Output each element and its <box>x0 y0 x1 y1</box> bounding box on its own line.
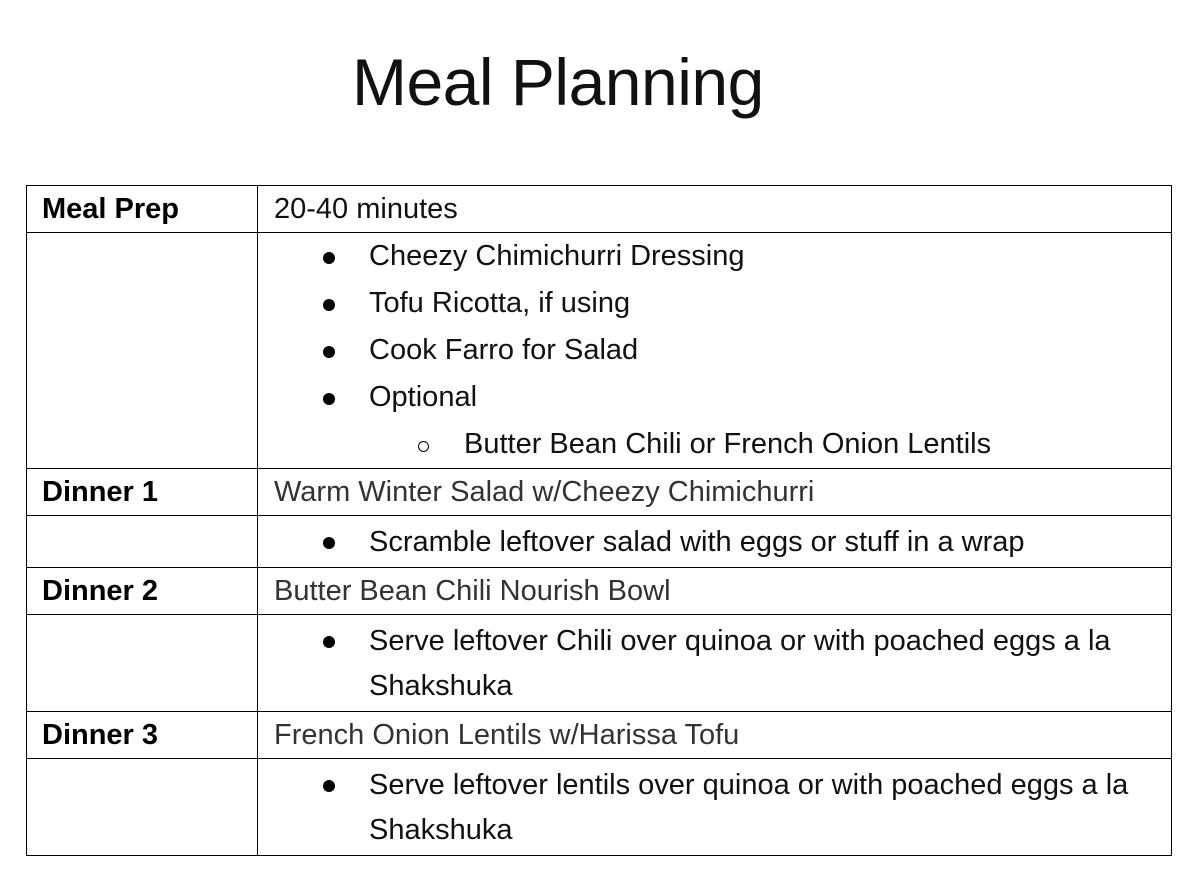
dinner-3-meal: French Onion Lentils w/Harissa Tofu <box>258 712 1172 759</box>
dinner-3-label: Dinner 3 <box>27 712 258 759</box>
dinner-1-label: Dinner 1 <box>27 469 258 516</box>
hollow-bullet-icon <box>418 441 429 452</box>
meal-prep-label: Meal Prep <box>27 186 258 233</box>
list-item-text: Optional <box>369 381 478 413</box>
dinner-2-label: Dinner 2 <box>27 568 258 615</box>
bullet-icon <box>323 636 335 648</box>
list-item-text: Cook Farro for Salad <box>369 334 639 366</box>
list-item-text: Cheezy Chimichurri Dressing <box>369 240 745 272</box>
dinner-2-meal: Butter Bean Chili Nourish Bowl <box>258 568 1172 615</box>
list-item <box>258 374 1171 421</box>
table-row-dinner-1-leftover <box>27 516 1172 568</box>
meal-prep-list <box>258 233 1171 421</box>
dinner-1-meal: Warm Winter Salad w/Cheezy Chimichurri <box>258 469 1172 516</box>
table-row-dinner-3 <box>27 712 1172 759</box>
list-item <box>258 516 1171 567</box>
empty-label-cell <box>27 759 258 856</box>
empty-label-cell <box>27 615 258 712</box>
meal-prep-items-cell <box>258 233 1172 469</box>
meal-plan-table <box>26 185 1172 856</box>
list-item-text: Serve leftover Chili over quinoa or with poached eggs a la Shakshuka <box>369 625 1111 702</box>
bullet-icon <box>323 780 335 792</box>
list-item <box>258 615 1171 711</box>
bullet-icon <box>323 299 335 311</box>
bullet-icon <box>323 393 335 405</box>
table-row-dinner-2 <box>27 568 1172 615</box>
page-title: Meal Planning <box>352 45 764 119</box>
table-row-dinner-2-leftover <box>27 615 1172 712</box>
dinner-2-leftover-list <box>258 615 1171 711</box>
sub-list-item <box>258 421 1171 468</box>
table-row-dinner-3-leftover <box>27 759 1172 856</box>
table-row-meal-prep-items <box>27 233 1172 469</box>
bullet-icon <box>323 252 335 264</box>
dinner-1-leftover-list <box>258 516 1171 567</box>
list-item-text: Scramble leftover salad with eggs or stuff in a wrap <box>369 526 1025 558</box>
list-item <box>258 327 1171 374</box>
bullet-icon <box>323 346 335 358</box>
sub-list-item-text: Butter Bean Chili or French Onion Lentils <box>464 428 992 460</box>
list-item <box>258 280 1171 327</box>
dinner-2-leftover-cell <box>258 615 1172 712</box>
list-item-text: Serve leftover lentils over quinoa or with poached eggs a la Shakshuka <box>369 769 1129 846</box>
list-item <box>258 233 1171 280</box>
bullet-icon <box>323 537 335 549</box>
dinner-3-leftover-list <box>258 759 1171 855</box>
empty-label-cell <box>27 516 258 568</box>
table-row-meal-prep <box>27 186 1172 233</box>
dinner-1-leftover-cell <box>258 516 1172 568</box>
list-item-text: Tofu Ricotta, if using <box>369 287 631 319</box>
meal-prep-time: 20-40 minutes <box>258 186 1172 233</box>
table-row-dinner-1 <box>27 469 1172 516</box>
optional-sublist <box>258 421 1171 468</box>
empty-label-cell <box>27 233 258 469</box>
list-item <box>258 759 1171 855</box>
dinner-3-leftover-cell <box>258 759 1172 856</box>
